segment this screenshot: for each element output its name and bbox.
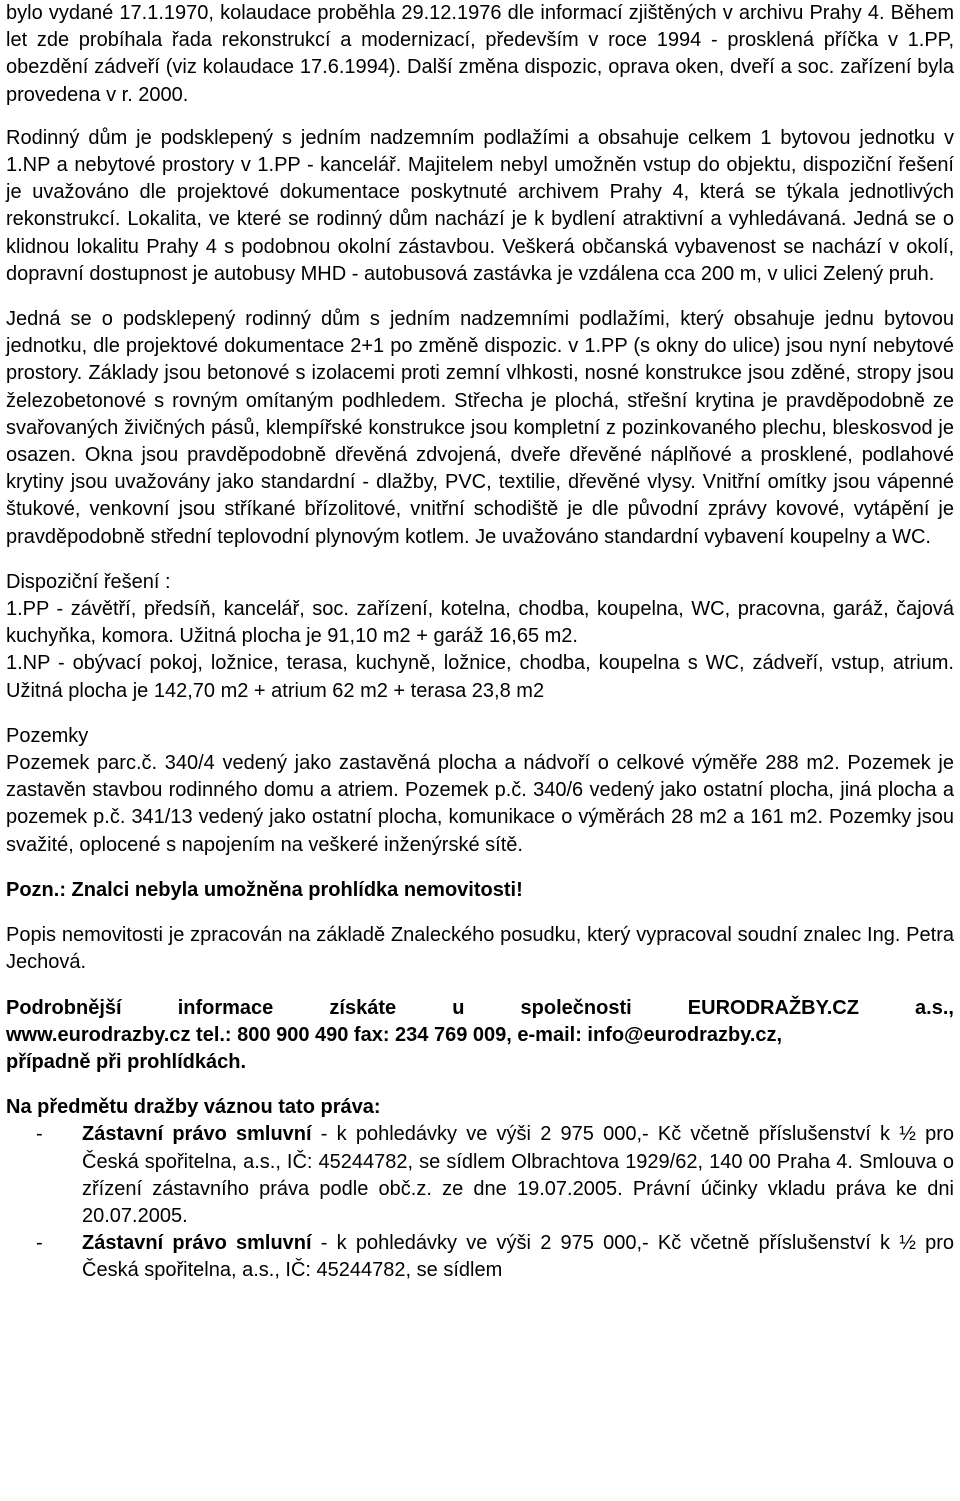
right-text: - k pohledávky ve výši 2 975 000,- Kč včetně příslušenství k ½ pro Česká spořitelna, a.s., IČ: 45244782, se sídlem — [82, 1232, 954, 1282]
contact-line-3: případně při prohlídkách. — [6, 1050, 247, 1073]
contact-word: informace — [177, 996, 274, 1019]
pozemky-heading: Pozemky — [6, 724, 89, 747]
dispozice-1pp: 1.PP - závětří, předsíň, kancelář, soc. zařízení, kotelna, chodba, koupelna, WC, pracovna, garáž, čajová kuchyňka, komora. Užitná plocha je 91,10 m2 + garáž 16,65 m2. — [6, 598, 954, 648]
right-text: - k pohledávky ve výši 2 975 000,- Kč včetně příslušenství k ½ pro Česká spořitelna, a.s., IČ: 45244782, se sídlem Olbrachtova 1929/62, 140 00 Praha 4. Smlouva o zřízení zástavního práva podle obč.z. ze dne 19.07.2005. Právní účinky vkladu práva ke dni 20.07.2005. — [82, 1123, 954, 1227]
list-item — [6, 1230, 954, 1284]
pozemky-text: Pozemek parc.č. 340/4 vedený jako zastavěná plocha a nádvoří o celkové výměře 288 m2. Pozemek je zastavěn stavbou rodinného domu a atriem. Pozemek p.č. 340/6 vedený jako ostatní plocha, jiná plocha a pozemek p.č. 341/13 vedený jako ostatní plocha, komunikace o výměrách 28 m2 a 161 m2. Pozemky jsou svažité, oplocené s napojením na veškeré inženýrské sítě. — [6, 752, 954, 856]
popis-paragraph: Popis nemovitosti je zpracován na základě Znaleckého posudku, který vypracoval soudní znalec Ing. Petra Jechová. — [6, 924, 954, 974]
contact-company: EURODRAŽBY.CZ — [687, 996, 859, 1019]
paragraph-construction: Jedná se o podsklepený rodinný dům s jedním nadzemními podlažími, který obsahuje jednu bytovou jednotku, dle projektové dokumentace 2+1 po změně dispozic. v 1.PP (s okny do ulice) jsou nyní nebytové prostory. Základy jsou betonové s izolacemi proti zemní vlhkosti, nosné konstrukce jsou zděné, stropy jsou železobetonové s rovným omítaným podhledem. Střecha je plochá, střešní krytina je pravděpodobně ze svařovaných živičných pásů, klempířské konstrukce jsou kompletní z pozinkovaného plechu, bleskosvod je osazen. Okna jsou pravděpodobně dřevěná zdvojená, dveře dřevěné náplňové a prosklené, podlahové krytiny jsou uvažovány jako standardní - dlažby, PVC, textilie, dřevěné vlysy. Vnitřní omítky jsou vápenné štukové, venkovní jsou stříkané břízolitové, vnitřní schodiště je dle původní zprávy kovové, vytápění je pravděpodobně střední teplovodní plynovým kotlem. Je uvažováno standardní vybavení koupelny a WC. — [6, 308, 954, 548]
section-contact — [6, 995, 954, 1077]
prava-list — [6, 1121, 954, 1284]
paragraph-history: bylo vydané 17.1.1970, kolaudace proběhla 29.12.1976 dle informací zjištěných v archivu Prahy 4. Během let zde probíhala řada rekonstrukcí a modernizací, především v roce 1994 - prosklená příčka v 1.PP, obezdění zádveří (viz kolaudace 17.6.1994). Další změna dispozic, oprava oken, dveří a soc. zařízení byla provedena v r. 2000. — [6, 2, 954, 106]
list-dash: - — [36, 1123, 43, 1146]
contact-line-1 — [6, 995, 954, 1022]
pozn-note: Pozn.: Znalci nebyla umožněna prohlídka nemovitosti! — [6, 878, 523, 901]
section-prava — [6, 1094, 954, 1284]
list-dash: - — [36, 1232, 43, 1255]
contact-word: získáte — [329, 996, 397, 1019]
contact-line-2: www.eurodrazby.cz tel.: 800 900 490 fax: 234 769 009, e-mail: info@eurodrazby.cz, — [6, 1023, 783, 1046]
paragraph-house-overview: Rodinný dům je podsklepený s jedním nadzemním podlažími a obsahuje celkem 1 bytovou jednotku v 1.NP a nebytové prostory v 1.PP - kancelář. Majitelem nebyl umožněn vstup do objektu, dispoziční řešení je uvažováno dle projektové dokumentace poskytnuté archivem Prahy 4, která se týkala jednotlivých rekonstrukcí. Lokalita, ve které se rodinný dům nachází je k bydlení atraktivní a vyhledávaná. Jedná se o klidnou lokalitu Prahy 4 s podobnou okolní zástavbou. Veškerá občanská vybavenost se nachází v okolí, dopravní dostupnost je autobusy MHD - autobusová zastávka je vzdálena cca 200 m, v ulici Zelený pruh. — [6, 126, 954, 285]
list-item — [6, 1121, 954, 1230]
contact-word: a.s., — [915, 996, 954, 1019]
contact-word: společnosti — [520, 996, 632, 1019]
right-title: Zástavní právo smluvní — [82, 1232, 312, 1255]
dispozice-1np: 1.NP - obývací pokoj, ložnice, terasa, kuchyně, ložnice, chodba, koupelna s WC, zádveří, vstup, atrium. Užitná plocha je 142,70 m2 + atrium 62 m2 + terasa 23,8 m2 — [6, 652, 954, 702]
dispozice-heading: Dispoziční řešení : — [6, 570, 171, 593]
prava-heading: Na předmětu dražby váznou tato práva: — [6, 1096, 381, 1119]
contact-word: Podrobnější — [6, 996, 122, 1019]
section-dispozice — [6, 569, 954, 705]
contact-word: u — [452, 996, 465, 1019]
right-title: Zástavní právo smluvní — [82, 1123, 312, 1146]
section-pozemky — [6, 723, 954, 859]
